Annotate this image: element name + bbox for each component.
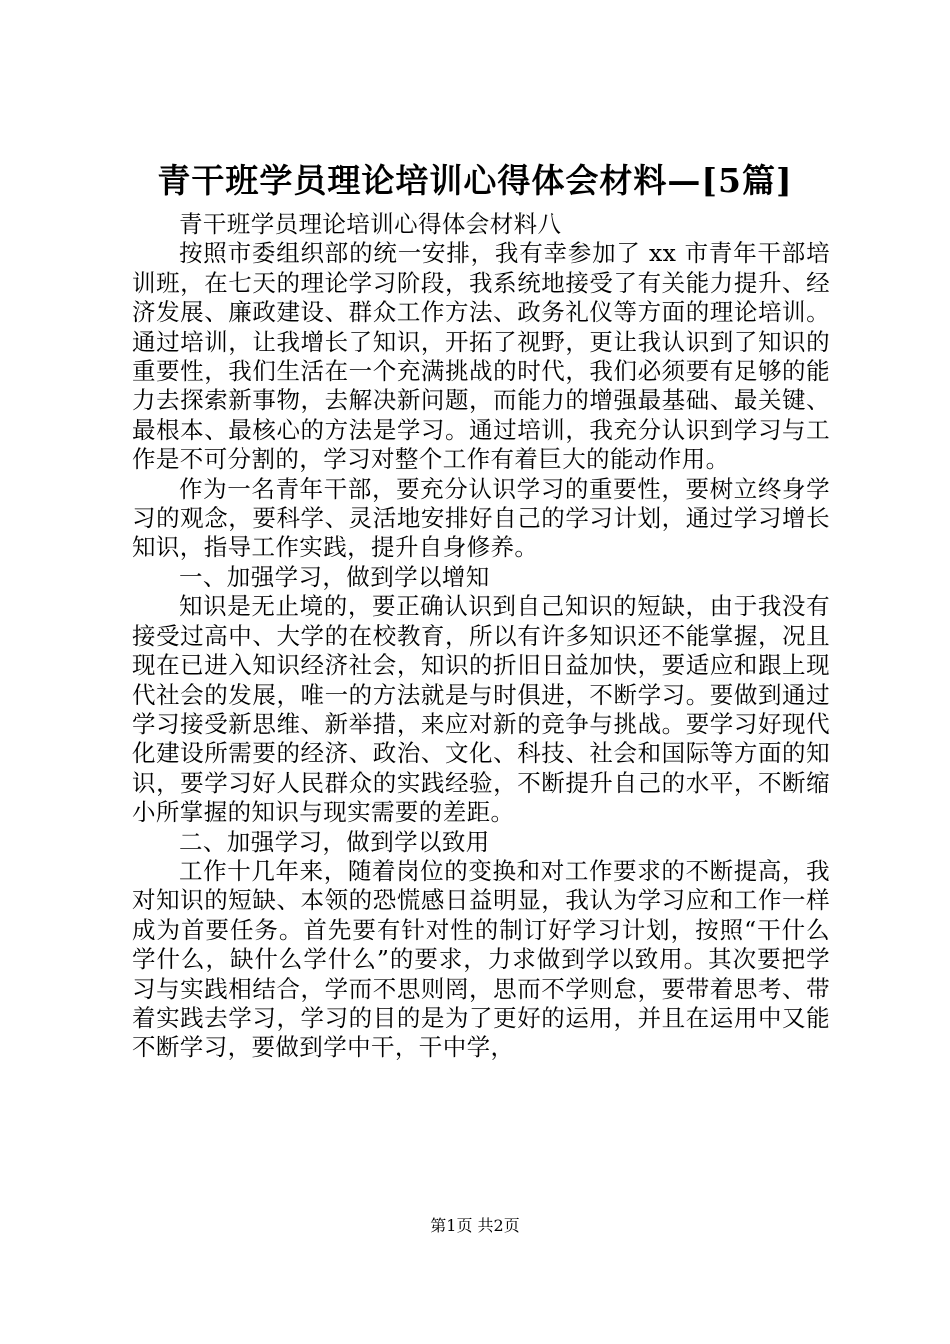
- section-heading: 一、加强学习，做到学以增知: [179, 562, 490, 591]
- subtitle-paragraph: 青干班学员理论培训心得体会材料八: [179, 210, 562, 238]
- body-paragraph: 知识是无止境的，要正确认识到自己知识的短缺，由于我没有接受过高中、大学的在校教育，所以有许多知识还不能掌握，况且现在已进入知识经济社会，知识的折旧日益加快，要适应和跟上现代社会的发展，唯一的方法就是与时俱进，不断学习。要做到通过学习接受新思维、新举措，来应对新的竞争与挑战。要学习好现代化建设所需要的经济、政治、文化、科技、社会和国际等方面的知识，要学习好人民群众的实践经验，不断提升自己的水平，不断缩小所掌握的知识与现实需要的差距。: [132, 592, 830, 827]
- document-title: 青干班学员理论培训心得体会材料—[5篇]: [157, 161, 793, 200]
- section-heading: 二、加强学习，做到学以致用: [179, 827, 490, 856]
- body-paragraph: 按照市委组织部的统一安排，我有幸参加了 xx 市青年干部培训班，在七天的理论学习阶段，我系统地接受了有关能力提升、经济发展、廉政建设、群众工作方法、政务礼仪等方面的理论培训。通过培训，让我增长了知识，开拓了视野，更让我认识到了知识的重要性，我们生活在一个充满挑战的时代，我们必须要有足够的能力去探索新事物，去解决新问题，而能力的增强最基础、最关键、最根本、最核心的方法是学习。通过培训，我充分认识到学习与工作是不可分割的，学习对整个工作有着巨大的能动作用。: [132, 239, 830, 474]
- document-body: [132, 210, 830, 1063]
- body-paragraph: 作为一名青年干部，要充分认识学习的重要性，要树立终身学习的观念，要科学、灵活地安排好自己的学习计划，通过学习增长知识，指导工作实践，提升自身修养。: [132, 474, 830, 562]
- body-paragraph: 工作十几年来，随着岗位的变换和对工作要求的不断提高，我对知识的短缺、本领的恐慌感日益明显，我认为学习应和工作一样成为首要任务。首先要有针对性的制订好学习计划，按照“干什么学什么，缺什么学什么”的要求，力求做到学以致用。其次要把学习与实践相结合，学而不思则罔，思而不学则怠，要带着思考、带着实践去学习，学习的目的是为了更好的运用，并且在运用中又能不断学习，要做到学中干，干中学，: [132, 856, 830, 1062]
- page-number: 第1页 共2页: [430, 1216, 520, 1235]
